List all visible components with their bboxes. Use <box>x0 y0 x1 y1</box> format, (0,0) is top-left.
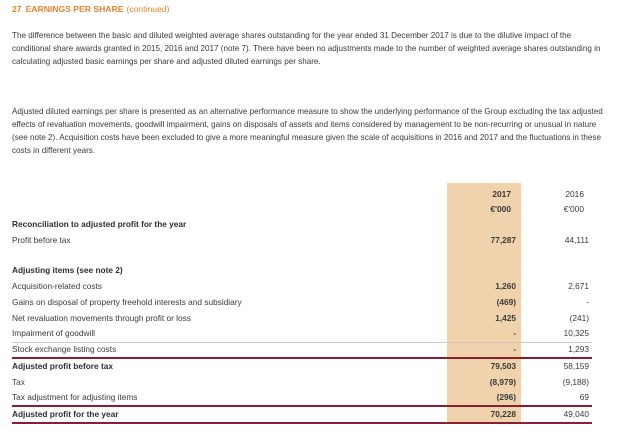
row-label: Tax adjustment for adjusting items <box>12 392 138 402</box>
value-2016: 44,111 <box>564 235 589 245</box>
note-title: EARNINGS PER SHARE <box>25 4 124 14</box>
row-label: Impairment of goodwill <box>12 328 96 338</box>
value-2016: (9,188) <box>562 377 589 387</box>
section-heading <box>12 4 169 14</box>
table-row-adjusted-profit-before-tax <box>12 359 592 375</box>
row-label: Profit before tax <box>12 235 71 245</box>
value-2017: (8,979) <box>489 377 516 387</box>
paragraph-adjusted-eps: Adjusted diluted earnings per share is presented as an alternative performance measure to show the underlying performance of the Group excluding the tax adjusted effects of revaluation movements, goodwill impairment, gains on disposals of assets and items considered by management to be non-recurring or unusual in nature (see note 2). Acquisition costs have been excluded to give a more meaningful measure given the scale of acquisitions in 2016 and 2017 and the fluctuations in these costs in different years. <box>12 107 603 155</box>
row-label: Net revaluation movements through profit or loss <box>12 313 191 323</box>
row-label: Reconciliation to adjusted profit for the year <box>12 219 187 229</box>
table-row-stock-exchange-costs <box>12 342 592 358</box>
table-row-tax-adjustment <box>12 390 592 406</box>
value-2017: 1,260 <box>495 281 516 291</box>
column-header-2017-unit: €'000 <box>490 204 511 214</box>
value-2017: (296) <box>496 392 516 402</box>
table-row-gains-on-disposal <box>12 295 592 311</box>
continued-label: (continued) <box>126 4 170 14</box>
table-row-adjusted-profit-year <box>12 407 592 423</box>
value-2017: 70,228 <box>490 409 516 419</box>
value-2017: (469) <box>496 297 516 307</box>
rule-adjusted-profit-year-bottom <box>12 422 592 424</box>
value-2017: - <box>513 344 516 354</box>
value-2016: 10,325 <box>563 328 589 338</box>
value-2017: 1,425 <box>495 313 516 323</box>
row-label: Adjusted profit for the year <box>12 409 119 419</box>
value-2016: 58,159 <box>563 361 589 371</box>
table-row-adjusting-items-heading <box>12 263 592 279</box>
table-row-tax <box>12 375 592 391</box>
table-row-impairment-goodwill <box>12 326 592 343</box>
value-2016: - <box>586 297 589 307</box>
value-2017: 77,287 <box>490 235 516 245</box>
table-row-reconciliation-heading <box>12 217 592 233</box>
row-label: Tax <box>12 377 25 387</box>
note-number: 27 <box>12 4 22 14</box>
column-header-2016-year: 2016 <box>565 189 584 199</box>
value-2017: 79,503 <box>490 361 516 371</box>
table-row-acquisition-costs <box>12 279 592 295</box>
value-2016: 69 <box>579 392 589 402</box>
value-2017: - <box>513 328 516 338</box>
row-label: Acquisition-related costs <box>12 281 102 291</box>
paragraph-diluted-shares: The difference between the basic and diluted weighted average shares outstanding for the year ended 31 December 2017 is due to the dilutive impact of the conditional share awards granted in 2015, 2016 and 2017 (note 7). There have been no adjustments made to the number of weighted average shares outstanding in calculating adjusted basic earnings per share and adjusted diluted earnings per share. <box>12 31 601 66</box>
column-header-2016-unit: €'000 <box>563 204 584 214</box>
value-2016: (241) <box>569 313 589 323</box>
table-row-profit-before-tax <box>12 233 592 249</box>
row-label: Adjusted profit before tax <box>12 361 113 371</box>
table-row-net-revaluation <box>12 311 592 327</box>
row-label: Gains on disposal of property freehold interests and subsidiary <box>12 297 242 307</box>
value-2016: 1,293 <box>568 344 589 354</box>
column-header-2017-year: 2017 <box>492 189 511 199</box>
value-2016: 49,040 <box>563 409 589 419</box>
row-label: Stock exchange listing costs <box>12 344 117 354</box>
row-label: Adjusting items (see note 2) <box>12 265 123 275</box>
value-2016: 2,671 <box>568 281 589 291</box>
